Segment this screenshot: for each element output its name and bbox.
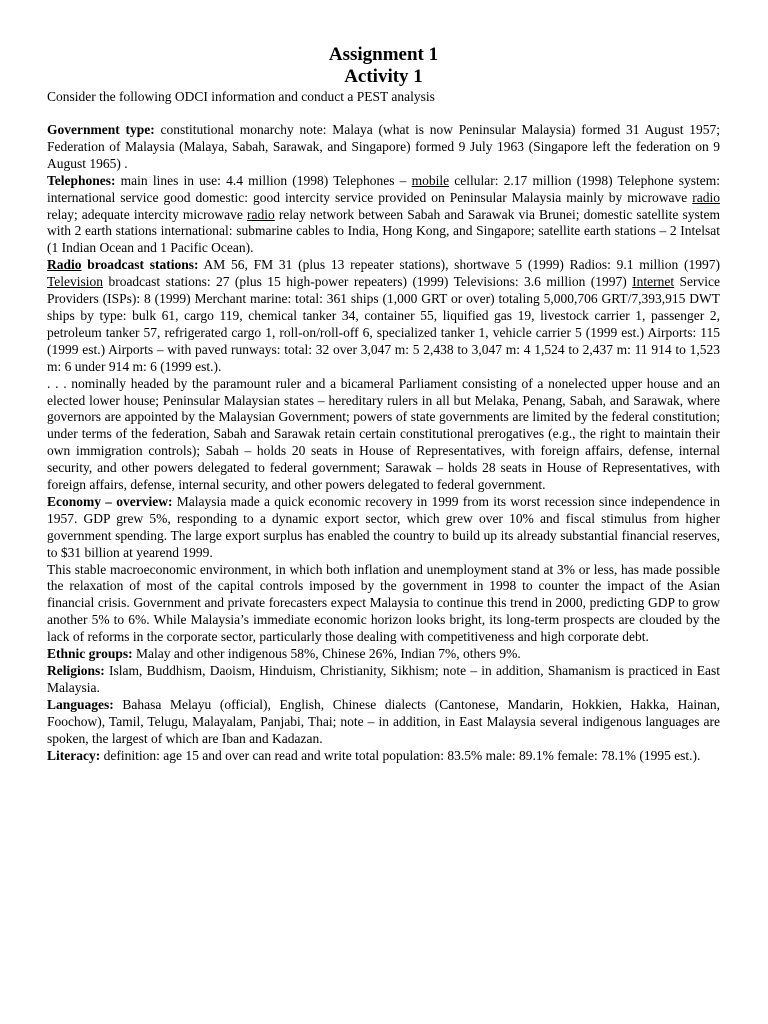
document-subtitle: Activity 1: [344, 66, 423, 87]
literacy-paragraph: [47, 748, 720, 765]
telephones-text-c: relay; adequate intercity microwave: [47, 206, 247, 222]
languages-paragraph: [47, 697, 720, 748]
telephones-label: Telephones:: [47, 172, 116, 188]
television-link[interactable]: Television: [47, 274, 104, 290]
religions-paragraph: [47, 663, 720, 697]
radio-label: broadcast stations:: [81, 257, 199, 273]
radio-link-1[interactable]: radio: [692, 189, 720, 205]
ethnic-text: Malay and other indigenous 58%, Chinese 26%, Indian 7%, others 9%.: [132, 646, 521, 662]
radio-text-a: AM 56, FM 31 (plus 13 repeater stations), shortwave 5 (1999) Radios: 9.1 million (1997): [198, 257, 720, 273]
languages-label: Languages:: [47, 696, 114, 712]
religions-label: Religions:: [47, 663, 105, 678]
document-page: [47, 44, 720, 764]
literacy-label: Literacy:: [47, 747, 101, 763]
telephones-text-b: cellular: 2.17 million (1998) Telephone system: international service good domestic: good intercity service provided on Peninsular Malaysia mainly by microwave: [47, 172, 720, 205]
government-text: constitutional monarchy note: Malaya (what is now Peninsular Malaysia) formed 31 August 1957; Federation of Malaysia (Malaya, Sabah, Sarawak, and Singapore) formed 9 July 1963 (Singapore left the federation on 9 August 1965) .: [47, 122, 720, 171]
radio-text-c: Service Providers (ISPs): 8 (1999) Merchant marine: total: 361 ships (1,000 GRT or over) totaling 5,000,706 GRT/7,393,915 DWT ships by type: bulk 61, cargo 119, chemical tanker 34, container 55, liquified gas 19, livestock carrier 1, passenger 2, petroleum tanker 57, refrigerated cargo 1, roll-on/roll-off 6, specialized tanker 1, vehicle carrier 5 (1999 est.) Airports: 115 (1999 est.) Airports – with paved runways: total: 32 over 3,047 m: 5 2,438 to 3,047 m: 4 1,524 to 2,437 m: 11 914 to 1,523 m: 6 under 914 m: 6 (1999 est.).: [47, 274, 720, 374]
telephones-text-d: relay network between Sabah and Sarawak via Brunei; domestic satellite system with 2 earth stations international: submarine cables to India, Hong Kong, and Singapore; satellite earth stations – 2 Intelsat (1 Indian Ocean and 1 Pacific Ocean).: [47, 206, 720, 256]
ethnic-label: Ethnic groups:: [47, 646, 133, 662]
government-paragraph: [47, 122, 720, 173]
economy-label: Economy – overview:: [47, 493, 173, 509]
government-label: Government type:: [47, 122, 155, 137]
economy-paragraph: [47, 494, 720, 562]
ethnic-paragraph: [47, 646, 720, 663]
telephones-text-a: main lines in use: 4.4 million (1998) Telephones –: [115, 172, 412, 188]
religions-text: Islam, Buddhism, Daoism, Hinduism, Christianity, Sikhism; note – in addition, Shamanism is practiced in East Malaysia.: [47, 663, 720, 695]
economy-text: Malaysia made a quick economic recovery in 1999 from its worst recession since independence in 1957. GDP grew 5%, responding to a dynamic export sector, which grew over 10% and fiscal stimulus from higher government spending. The large export surplus has enabled the country to build up its already substantial financial reserves, to $31 billion at yearend 1999.: [47, 493, 720, 560]
document-title: Assignment 1: [328, 44, 439, 65]
intro-text: Consider the following ODCI information and conduct a PEST analysis: [47, 89, 435, 104]
radio-text-b: broadcast stations: 27 (plus 15 high-power repeaters) (1999) Televisions: 3.6 million (1997): [103, 274, 633, 290]
languages-text: Bahasa Melayu (official), English, Chinese dialects (Cantonese, Mandarin, Hokkien, Hakka, Hainan, Foochow), Tamil, Telugu, Malayalam, Panjabi, Thai; note – in addition, in East Malaysia several indigenous languages are spoken, the largest of which are Iban and Kadazan.: [47, 696, 720, 746]
mobile-link[interactable]: mobile: [411, 172, 450, 188]
radio-link-2[interactable]: radio: [246, 206, 275, 222]
radio-paragraph: [47, 257, 720, 375]
macro-paragraph: This stable macroeconomic environment, in which both inflation and unemployment stand at 3% or less, has made possible the relaxation of most of the capital controls imposed by the government in 1998 to counter the impact of the Asian financial crisis. Government and private forecasters expect Malaysia to continue this trend in 2000, predicting GDP to grow another 5% to 6%. While Malaysia’s immediate economic horizon looks bright, its long-term prospects are clouded by the lack of reforms in the corporate sector, particularly those dealing with competitiveness and high corporate debt.: [47, 561, 720, 645]
internet-link[interactable]: Internet: [632, 274, 675, 290]
telephones-paragraph: [47, 173, 720, 258]
parliament-paragraph: . . . nominally headed by the paramount ruler and a bicameral Parliament consisting of a nonelected upper house and an elected lower house; Peninsular Malaysian states – hereditary rulers in all but Melaka, Penang, Sabah, and Sarawak, where governors are appointed by the Malaysian Government; powers of state governments are limited by the federal constitution; under terms of the federation, Sabah and Sarawak retain certain constitutional prerogatives (e.g., the right to maintain their own immigration controls); Sabah – holds 20 seats in House of Representatives, with foreign affairs, defense, internal security, and other powers delegated to federal government; Sarawak – holds 28 seats in House of Representatives, with foreign affairs, defense, internal security, and other powers delegated to federal government.: [47, 375, 720, 493]
literacy-text: definition: age 15 and over can read and write total population: 83.5% male: 89.1% female: 78.1% (1995 est.).: [100, 747, 701, 763]
radio-label-link[interactable]: Radio: [47, 257, 82, 273]
